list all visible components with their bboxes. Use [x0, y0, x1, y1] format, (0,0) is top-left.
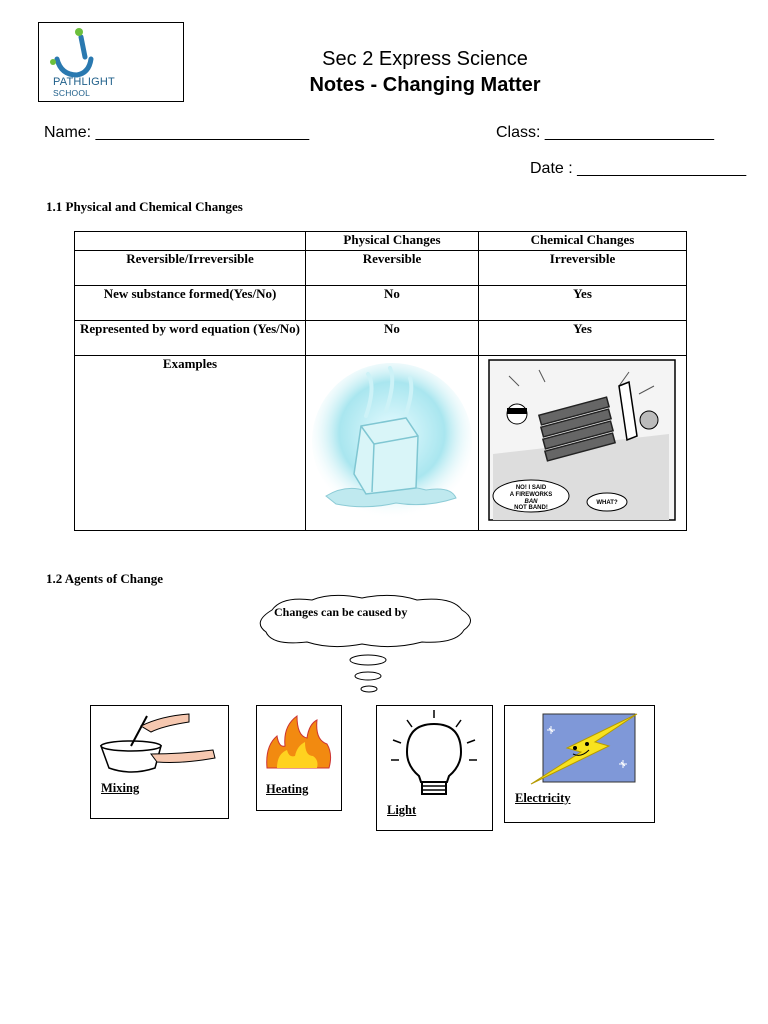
- table-cell: No: [306, 321, 479, 356]
- table-cell: Represented by word equation (Yes/No): [75, 321, 306, 356]
- mixing-bowl-icon: [91, 706, 228, 786]
- examples-label: Examples: [75, 356, 306, 531]
- light-bulb-icon: [377, 706, 492, 798]
- cloud-text: Changes can be caused by: [274, 605, 408, 619]
- table-cell: Irreversible: [479, 251, 687, 286]
- logo-text: [53, 77, 115, 99]
- section-heading-1: 1.1 Physical and Chemical Changes: [46, 199, 243, 214]
- name-field: Name: ________________________: [44, 124, 310, 141]
- title-line-2: Notes - Changing Matter: [309, 74, 541, 96]
- table-cell: New substance formed(Yes/No): [75, 286, 306, 321]
- cartoon-text: WHAT?: [596, 500, 618, 506]
- agent-card-mixing: [90, 705, 229, 819]
- school-logo: [38, 22, 184, 102]
- agent-label: Mixing: [101, 781, 140, 795]
- logo-name: PATHLIGHT: [53, 76, 115, 88]
- fire-icon: [257, 706, 341, 776]
- cartoon-text: A FIREWORKS: [509, 492, 553, 498]
- page-title: [240, 46, 610, 98]
- agent-card-heating: [256, 705, 342, 811]
- agent-label: Electricity: [515, 791, 571, 805]
- title-line-1: Sec 2 Express Science: [322, 48, 528, 70]
- cartoon-text: NOT BAND!: [514, 505, 548, 511]
- table-header-cell: Chemical Changes: [479, 232, 687, 251]
- physical-example-cell: [306, 356, 479, 531]
- examples-row: [75, 356, 687, 531]
- date-field: Date : ___________________: [530, 160, 747, 177]
- chemical-example-cell: [479, 356, 687, 531]
- table-cell: Yes: [479, 286, 687, 321]
- table-cell: Reversible/Irreversible: [75, 251, 306, 286]
- fireworks-cartoon-icon: [479, 356, 686, 526]
- logo-sub: SCHOOL: [53, 88, 91, 98]
- table-cell: Yes: [479, 321, 687, 356]
- table-header-cell: [75, 232, 306, 251]
- agent-card-electricity: [504, 705, 655, 823]
- agent-label: Heating: [266, 782, 309, 796]
- melting-ice-icon: [306, 356, 478, 526]
- cartoon-text: BAN: [524, 499, 538, 505]
- changes-table: [74, 231, 687, 531]
- agent-card-light: [376, 705, 493, 831]
- cartoon-text: NO! I SAID: [515, 485, 547, 491]
- agent-label: Light: [387, 803, 417, 817]
- table-row: [75, 251, 687, 286]
- table-row: [75, 321, 687, 356]
- table-row: [75, 286, 687, 321]
- section-heading-2: 1.2 Agents of Change: [46, 571, 164, 586]
- class-field: Class: ___________________: [496, 124, 714, 141]
- lightning-bolt-icon: [505, 706, 654, 786]
- table-header-cell: Physical Changes: [306, 232, 479, 251]
- table-cell: Reversible: [306, 251, 479, 286]
- table-header-row: [75, 232, 687, 251]
- table-cell: No: [306, 286, 479, 321]
